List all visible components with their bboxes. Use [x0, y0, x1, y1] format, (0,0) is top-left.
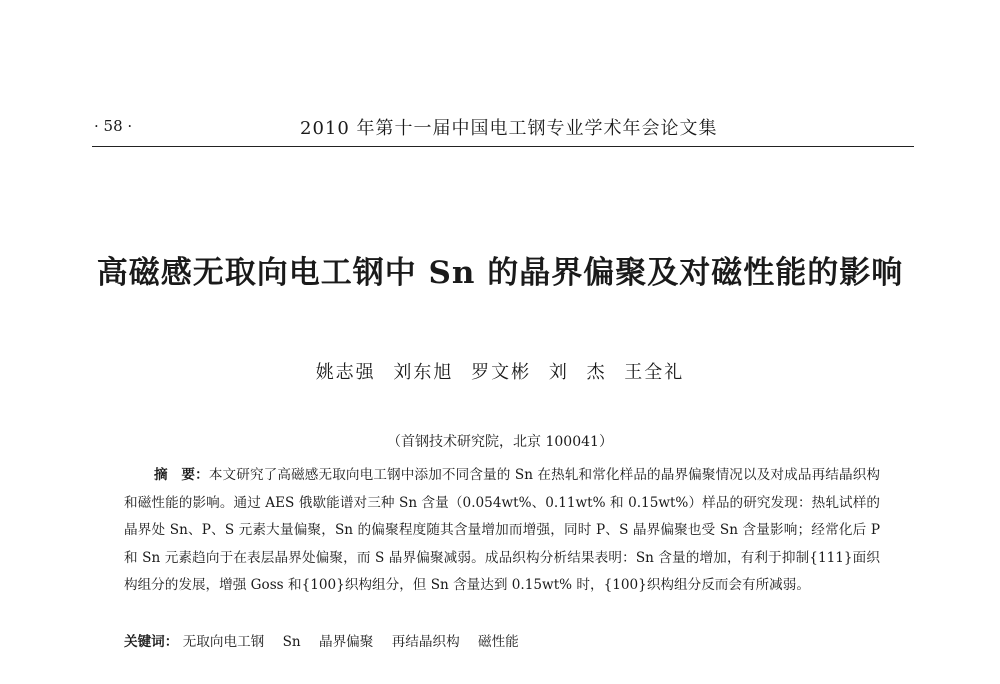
- page-number: · 58 ·: [94, 117, 133, 135]
- keywords: [124, 630, 880, 650]
- keywords-label: 关键词：: [124, 634, 179, 650]
- keyword: 晶界偏聚: [319, 634, 374, 650]
- paper-title: 高磁感无取向电工钢中 Sn 的晶界偏聚及对磁性能的影响: [96, 255, 904, 291]
- running-title: 2010 年第十一届中国电工钢专业学术年会论文集: [300, 118, 718, 139]
- keyword: 无取向电工钢: [182, 634, 265, 650]
- keyword: 再结晶织构: [391, 634, 460, 650]
- keyword: 磁性能: [478, 634, 519, 650]
- authors: 姚志强 刘东旭 罗文彬 刘 杰 王全礼: [315, 362, 685, 383]
- keyword: Sn: [282, 634, 301, 650]
- abstract-label: 摘 要：: [154, 467, 209, 483]
- abstract-text: 本文研究了高磁感无取向电工钢中添加不同含量的 Sn 在热轧和常化样品的晶界偏聚情况以及对成品再结晶织构和磁性能的影响。通过 AES 俄歇能谱对三种 Sn 含量（0.054wt%、0.11wt% 和 0.15wt%）样品的研究发现：热轧试样的晶界处 Sn、P、S 元素大量偏聚，Sn 的偏聚程度随其含量增加而增强，同时 P、S 晶界偏聚也受 Sn 含量影响；经常化后 P 和 Sn 元素趋向于在表层晶界处偏聚，而 S 晶界偏聚减弱。成品织构分析结果表明：Sn 含量的增加，有利于抑制{111}面织构组分的发展，增强 Goss 和{100}织构组分，但 Sn 含量达到 0.15wt% 时，{100}织构组分反而会有所减弱。: [124, 467, 880, 593]
- affiliation: （首钢技术研究院，北京 100041）: [387, 434, 613, 450]
- abstract: [124, 462, 880, 600]
- header-rule: [92, 146, 914, 147]
